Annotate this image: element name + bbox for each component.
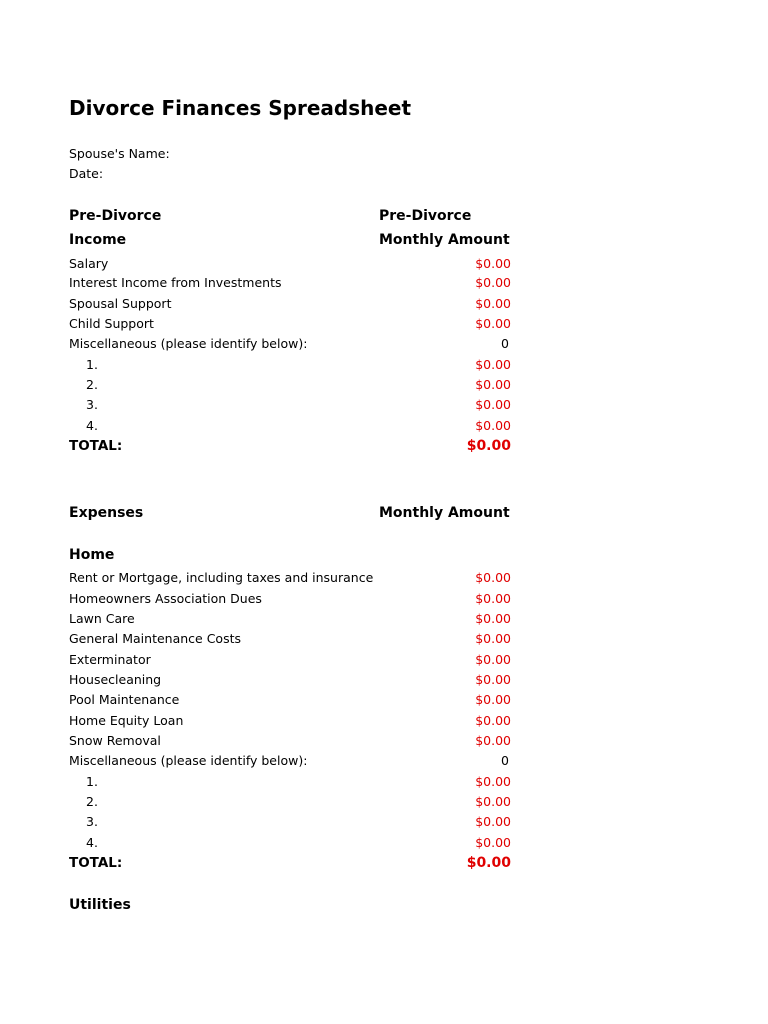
row-label: Rent or Mortgage, including taxes and insurance	[69, 570, 374, 585]
row-label: Exterminator	[69, 652, 151, 667]
row-label: 3.	[86, 397, 98, 412]
income-row-interest	[69, 275, 511, 295]
row-amount: $0.00	[475, 814, 511, 829]
home-row-misc-2	[69, 794, 511, 814]
home-section-heading: Home	[69, 547, 115, 563]
row-amount: $0.00	[475, 774, 511, 789]
row-label: 2.	[86, 794, 98, 809]
row-label: General Maintenance Costs	[69, 631, 242, 646]
income-header-line2: Income	[69, 232, 127, 248]
income-row-spousal-support	[69, 296, 511, 316]
row-label: 2.	[86, 377, 98, 392]
row-amount: $0.00	[475, 713, 511, 728]
row-label: Homeowners Association Dues	[69, 591, 262, 606]
home-row-exterminator	[69, 652, 511, 672]
home-row-home-equity-loan	[69, 713, 511, 733]
row-label: Salary	[69, 256, 109, 271]
income-amount-header-line1: Pre-Divorce	[379, 208, 472, 224]
home-row-misc-3	[69, 814, 511, 834]
row-label: Miscellaneous (please identify below):	[69, 336, 308, 351]
expenses-amount-header: Monthly Amount	[379, 505, 510, 521]
total-amount: $0.00	[466, 855, 511, 871]
row-label: Snow Removal	[69, 733, 161, 748]
row-label: Housecleaning	[69, 672, 162, 687]
row-amount: $0.00	[475, 794, 511, 809]
row-label: Pool Maintenance	[69, 692, 180, 707]
row-amount: $0.00	[475, 733, 511, 748]
total-label: TOTAL:	[69, 438, 123, 454]
income-row-misc-3	[69, 397, 511, 417]
row-label: Spousal Support	[69, 296, 172, 311]
expenses-header: Expenses	[69, 505, 144, 521]
row-amount: $0.00	[475, 256, 511, 271]
home-row-snow-removal	[69, 733, 511, 753]
row-amount: $0.00	[475, 296, 511, 311]
home-row-misc	[69, 753, 511, 773]
income-row-misc-1	[69, 357, 511, 377]
spouse-name-label: Spouse's Name:	[69, 146, 170, 161]
income-total-row	[69, 438, 511, 458]
row-amount: $0.00	[475, 570, 511, 585]
row-label: 3.	[86, 814, 98, 829]
row-label: 4.	[86, 835, 98, 850]
row-amount: $0.00	[475, 357, 511, 372]
row-amount: $0.00	[475, 418, 511, 433]
row-amount: $0.00	[475, 397, 511, 412]
income-row-child-support	[69, 316, 511, 336]
total-label: TOTAL:	[69, 855, 123, 871]
date-label: Date:	[69, 166, 104, 181]
income-row-salary	[69, 256, 511, 276]
home-row-maintenance	[69, 631, 511, 651]
row-amount: $0.00	[475, 611, 511, 626]
row-amount: 0	[501, 753, 509, 768]
home-row-rent-mortgage	[69, 570, 511, 590]
row-label: Home Equity Loan	[69, 713, 184, 728]
row-amount: $0.00	[475, 692, 511, 707]
row-label: 1.	[86, 357, 98, 372]
page-title: Divorce Finances Spreadsheet	[69, 96, 412, 120]
row-amount: 0	[501, 336, 509, 351]
utilities-section-heading: Utilities	[69, 897, 131, 913]
home-row-misc-4	[69, 835, 511, 855]
row-amount: $0.00	[475, 377, 511, 392]
row-amount: $0.00	[475, 275, 511, 290]
row-label: Child Support	[69, 316, 154, 331]
home-row-lawn-care	[69, 611, 511, 631]
row-amount: $0.00	[475, 835, 511, 850]
row-amount: $0.00	[475, 652, 511, 667]
row-label: 1.	[86, 774, 98, 789]
income-row-misc-4	[69, 418, 511, 438]
home-row-housecleaning	[69, 672, 511, 692]
income-row-misc-2	[69, 377, 511, 397]
row-label: Lawn Care	[69, 611, 135, 626]
income-amount-header-line2: Monthly Amount	[379, 232, 510, 248]
home-row-pool-maintenance	[69, 692, 511, 712]
income-header-line1: Pre-Divorce	[69, 208, 162, 224]
row-amount: $0.00	[475, 672, 511, 687]
row-label: Interest Income from Investments	[69, 275, 282, 290]
row-amount: $0.00	[475, 631, 511, 646]
income-row-misc	[69, 336, 511, 356]
total-amount: $0.00	[466, 438, 511, 454]
home-row-hoa-dues	[69, 591, 511, 611]
row-amount: $0.00	[475, 316, 511, 331]
home-total-row	[69, 855, 511, 875]
home-row-misc-1	[69, 774, 511, 794]
row-amount: $0.00	[475, 591, 511, 606]
row-label: 4.	[86, 418, 98, 433]
row-label: Miscellaneous (please identify below):	[69, 753, 308, 768]
